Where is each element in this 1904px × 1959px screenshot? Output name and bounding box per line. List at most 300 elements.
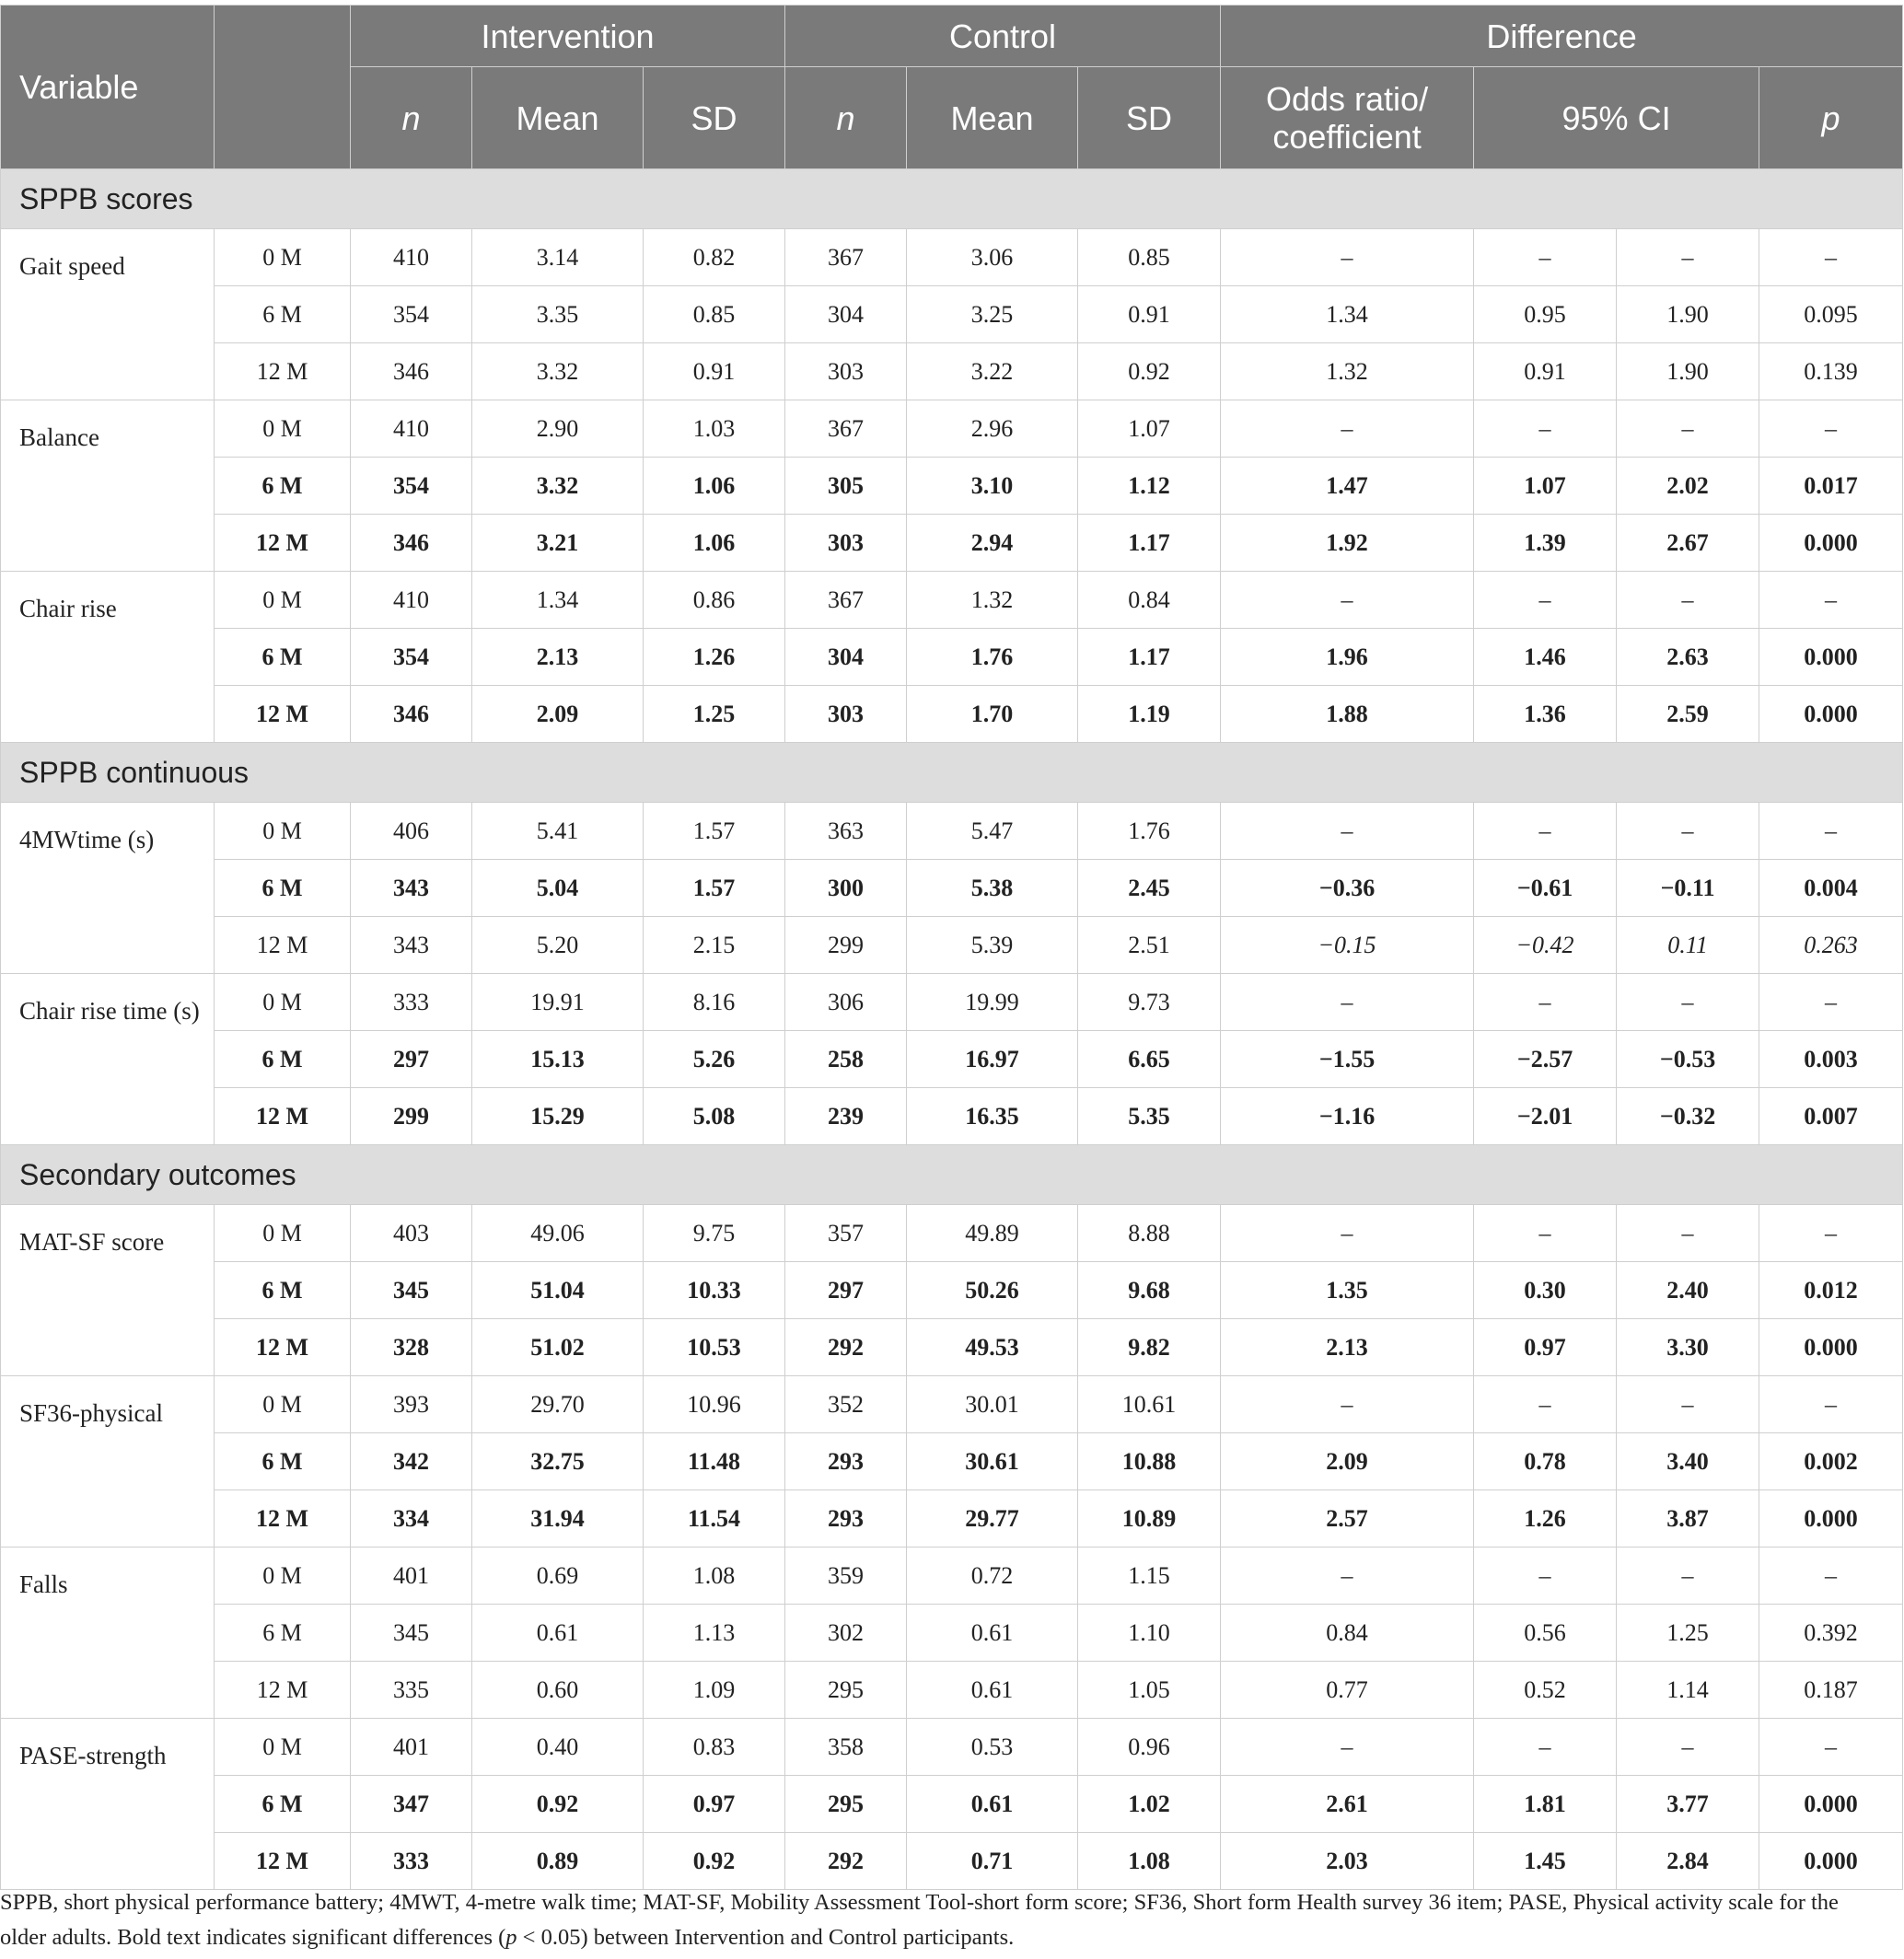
ci-lower-cell: −2.57: [1474, 1031, 1617, 1088]
p-value-cell: 0.000: [1759, 1776, 1903, 1833]
int-sd-cell: 9.75: [644, 1205, 785, 1262]
ci-lower-cell: –: [1474, 572, 1617, 629]
odds-ratio-cell: 0.84: [1221, 1605, 1474, 1662]
ci-lower-cell: 1.45: [1474, 1833, 1617, 1890]
ctl-n-cell: 293: [785, 1433, 907, 1490]
ctl-n-cell: 302: [785, 1605, 907, 1662]
table-row: [1, 1547, 1903, 1605]
int-sd-cell: 0.97: [644, 1776, 785, 1833]
ctl-sd-cell: 9.73: [1078, 974, 1221, 1031]
ctl-sd-cell: 5.35: [1078, 1088, 1221, 1145]
int-mean-cell: 32.75: [472, 1433, 644, 1490]
ci-lower-cell: –: [1474, 400, 1617, 458]
ci-lower-cell: 1.81: [1474, 1776, 1617, 1833]
table-row: [1, 1319, 1903, 1376]
p-value-cell: 0.000: [1759, 1833, 1903, 1890]
int-mean-cell: 15.13: [472, 1031, 644, 1088]
ctl-sd-cell: 2.51: [1078, 917, 1221, 974]
int-mean-cell: 5.41: [472, 803, 644, 860]
ci-upper-cell: 2.67: [1617, 515, 1759, 572]
table-row: [1, 860, 1903, 917]
table-row: [1, 343, 1903, 400]
ci-lower-cell: 1.26: [1474, 1490, 1617, 1547]
ctl-n-cell: 367: [785, 572, 907, 629]
odds-ratio-cell: −1.55: [1221, 1031, 1474, 1088]
table-row: [1, 803, 1903, 860]
int-n-cell: 335: [351, 1662, 472, 1719]
odds-ratio-cell: –: [1221, 974, 1474, 1031]
ctl-n-cell: 304: [785, 286, 907, 343]
table-row: [1, 1376, 1903, 1433]
table-row: [1, 286, 1903, 343]
table-row: [1, 1433, 1903, 1490]
ctl-sd-cell: 10.89: [1078, 1490, 1221, 1547]
timepoint-cell: 6 M: [215, 629, 351, 686]
table-row: [1, 1031, 1903, 1088]
p-value-cell: –: [1759, 572, 1903, 629]
results-table: [0, 5, 1903, 1890]
int-sd-cell: 0.91: [644, 343, 785, 400]
int-mean-cell: 0.69: [472, 1547, 644, 1605]
odds-ratio-cell: 1.92: [1221, 515, 1474, 572]
ctl-n-cell: 292: [785, 1833, 907, 1890]
ctl-mean-cell: 0.71: [907, 1833, 1078, 1890]
ctl-n-cell: 295: [785, 1662, 907, 1719]
p-value-cell: 0.392: [1759, 1605, 1903, 1662]
p-value-cell: 0.187: [1759, 1662, 1903, 1719]
ci-upper-cell: 1.25: [1617, 1605, 1759, 1662]
ctl-sd-cell: 0.92: [1078, 343, 1221, 400]
odds-ratio-cell: 1.88: [1221, 686, 1474, 743]
ctl-sd-cell: 1.17: [1078, 629, 1221, 686]
int-sd-cell: 1.13: [644, 1605, 785, 1662]
ctl-sd-cell: 10.88: [1078, 1433, 1221, 1490]
ctl-n-cell: 239: [785, 1088, 907, 1145]
int-sd-cell: 1.57: [644, 860, 785, 917]
int-sd-cell: 0.86: [644, 572, 785, 629]
table-row: [1, 1205, 1903, 1262]
timepoint-cell: 0 M: [215, 400, 351, 458]
int-n-cell: 346: [351, 686, 472, 743]
ctl-sd-cell: 1.08: [1078, 1833, 1221, 1890]
ci-lower-cell: 1.39: [1474, 515, 1617, 572]
int-n-cell: 343: [351, 917, 472, 974]
ctl-n-cell: 303: [785, 515, 907, 572]
variable-name: Chair rise time (s): [1, 974, 215, 1145]
ctl-sd-cell: 0.96: [1078, 1719, 1221, 1776]
table-row: [1, 229, 1903, 286]
odds-ratio-cell: –: [1221, 1205, 1474, 1262]
ctl-mean-cell: 0.53: [907, 1719, 1078, 1776]
ctl-sd-cell: 6.65: [1078, 1031, 1221, 1088]
variable-name: 4MWtime (s): [1, 803, 215, 974]
timepoint-cell: 0 M: [215, 1205, 351, 1262]
ctl-mean-cell: 2.96: [907, 400, 1078, 458]
table-footnote: [0, 1885, 1878, 1955]
timepoint-cell: 0 M: [215, 1547, 351, 1605]
ctl-sd-cell: 1.07: [1078, 400, 1221, 458]
table-row: [1, 1262, 1903, 1319]
odds-ratio-cell: –: [1221, 1376, 1474, 1433]
int-mean-cell: 3.21: [472, 515, 644, 572]
ctl-mean-cell: 1.70: [907, 686, 1078, 743]
ci-upper-cell: –: [1617, 229, 1759, 286]
ci-lower-cell: 0.52: [1474, 1662, 1617, 1719]
int-n-cell: 410: [351, 572, 472, 629]
table-row: [1, 1088, 1903, 1145]
ci-upper-cell: –: [1617, 1547, 1759, 1605]
p-value-cell: 0.000: [1759, 1490, 1903, 1547]
int-mean-cell: 2.90: [472, 400, 644, 458]
ci-lower-cell: –: [1474, 1719, 1617, 1776]
p-value-cell: –: [1759, 1376, 1903, 1433]
int-n-cell: 406: [351, 803, 472, 860]
timepoint-cell: 6 M: [215, 1031, 351, 1088]
timepoint-cell: 12 M: [215, 1833, 351, 1890]
ctl-mean-cell: 0.61: [907, 1605, 1078, 1662]
ctl-sd-cell: 0.84: [1078, 572, 1221, 629]
ci-upper-cell: 3.77: [1617, 1776, 1759, 1833]
int-sd-cell: 11.54: [644, 1490, 785, 1547]
variable-name: Balance: [1, 400, 215, 572]
int-n-cell: 346: [351, 515, 472, 572]
ci-lower-cell: –: [1474, 1547, 1617, 1605]
table-row: [1, 1776, 1903, 1833]
ci-lower-cell: 0.30: [1474, 1262, 1617, 1319]
table-row: [1, 515, 1903, 572]
int-mean-cell: 0.60: [472, 1662, 644, 1719]
ci-lower-cell: 1.36: [1474, 686, 1617, 743]
int-n-cell: 354: [351, 629, 472, 686]
odds-ratio-cell: −0.15: [1221, 917, 1474, 974]
ctl-n-cell: 357: [785, 1205, 907, 1262]
ci-lower-cell: 0.97: [1474, 1319, 1617, 1376]
int-sd-cell: 1.06: [644, 458, 785, 515]
int-sd-cell: 1.26: [644, 629, 785, 686]
int-mean-cell: 5.04: [472, 860, 644, 917]
timepoint-cell: 12 M: [215, 515, 351, 572]
ctl-mean-cell: 1.76: [907, 629, 1078, 686]
footnote-text-1: SPPB, short physical performance battery; 4MWT, 4-metre walk time; MAT-SF, Mobility Assessment Tool-short form score; SF36, Short form Health survey 36 item; PASE, Physical activity scale for the older adults. Bold text indicates significant differences (: [0, 1890, 1839, 1950]
ctl-mean-cell: 30.01: [907, 1376, 1078, 1433]
int-n-cell: 345: [351, 1262, 472, 1319]
ctl-n-cell: 299: [785, 917, 907, 974]
odds-ratio-cell: –: [1221, 400, 1474, 458]
p-value-cell: 0.017: [1759, 458, 1903, 515]
p-value-cell: –: [1759, 974, 1903, 1031]
timepoint-cell: 12 M: [215, 686, 351, 743]
int-n-cell: 393: [351, 1376, 472, 1433]
ctl-mean-cell: 0.61: [907, 1776, 1078, 1833]
int-n-cell: 328: [351, 1319, 472, 1376]
ctl-mean-cell: 3.10: [907, 458, 1078, 515]
p-value-cell: 0.000: [1759, 1319, 1903, 1376]
table-row: [1, 686, 1903, 743]
ci-upper-cell: 0.11: [1617, 917, 1759, 974]
ctl-mean-cell: 30.61: [907, 1433, 1078, 1490]
table-row: [1, 1833, 1903, 1890]
odds-ratio-cell: 2.13: [1221, 1319, 1474, 1376]
timepoint-cell: 6 M: [215, 286, 351, 343]
int-n-cell: 410: [351, 229, 472, 286]
int-n-cell: 343: [351, 860, 472, 917]
int-mean-cell: 0.92: [472, 1776, 644, 1833]
p-value-cell: –: [1759, 229, 1903, 286]
ci-upper-cell: 3.87: [1617, 1490, 1759, 1547]
ctl-n-cell: 300: [785, 860, 907, 917]
ctl-n-cell: 359: [785, 1547, 907, 1605]
ci-upper-cell: 2.63: [1617, 629, 1759, 686]
table-row: [1, 974, 1903, 1031]
ci-lower-cell: −2.01: [1474, 1088, 1617, 1145]
ci-upper-cell: −0.11: [1617, 860, 1759, 917]
header-variable: Variable: [1, 6, 215, 169]
ctl-mean-cell: 5.38: [907, 860, 1078, 917]
odds-ratio-cell: 1.47: [1221, 458, 1474, 515]
ctl-sd-cell: 1.17: [1078, 515, 1221, 572]
odds-ratio-cell: 1.34: [1221, 286, 1474, 343]
p-value-cell: 0.263: [1759, 917, 1903, 974]
timepoint-cell: 12 M: [215, 1088, 351, 1145]
ctl-sd-cell: 10.61: [1078, 1376, 1221, 1433]
int-sd-cell: 11.48: [644, 1433, 785, 1490]
ctl-n-cell: 367: [785, 400, 907, 458]
table-row: [1, 1662, 1903, 1719]
p-value-cell: –: [1759, 1205, 1903, 1262]
odds-ratio-cell: 2.09: [1221, 1433, 1474, 1490]
p-value-cell: 0.000: [1759, 515, 1903, 572]
p-value-cell: 0.000: [1759, 629, 1903, 686]
table-row: [1, 1719, 1903, 1776]
timepoint-cell: 0 M: [215, 803, 351, 860]
ci-lower-cell: 0.78: [1474, 1433, 1617, 1490]
int-mean-cell: 5.20: [472, 917, 644, 974]
ctl-sd-cell: 1.76: [1078, 803, 1221, 860]
int-mean-cell: 19.91: [472, 974, 644, 1031]
ctl-sd-cell: 1.19: [1078, 686, 1221, 743]
variable-name: MAT-SF score: [1, 1205, 215, 1376]
ctl-mean-cell: 0.61: [907, 1662, 1078, 1719]
int-n-cell: 334: [351, 1490, 472, 1547]
header-intervention: Intervention: [351, 6, 785, 67]
int-sd-cell: 5.08: [644, 1088, 785, 1145]
ctl-n-cell: 304: [785, 629, 907, 686]
ci-upper-cell: 2.59: [1617, 686, 1759, 743]
header-ci: 95% CI: [1474, 67, 1759, 169]
odds-ratio-cell: 1.32: [1221, 343, 1474, 400]
int-sd-cell: 10.33: [644, 1262, 785, 1319]
footnote-text-2: < 0.05) between Intervention and Control participants.: [517, 1925, 1015, 1950]
table-row: [1, 1605, 1903, 1662]
int-mean-cell: 3.14: [472, 229, 644, 286]
int-sd-cell: 1.08: [644, 1547, 785, 1605]
odds-ratio-cell: 2.57: [1221, 1490, 1474, 1547]
table-row: [1, 917, 1903, 974]
ci-lower-cell: 1.07: [1474, 458, 1617, 515]
p-value-cell: 0.004: [1759, 860, 1903, 917]
timepoint-cell: 6 M: [215, 1262, 351, 1319]
ci-upper-cell: 2.84: [1617, 1833, 1759, 1890]
int-mean-cell: 49.06: [472, 1205, 644, 1262]
timepoint-cell: 6 M: [215, 1605, 351, 1662]
ctl-n-cell: 352: [785, 1376, 907, 1433]
table-header: [1, 6, 1903, 169]
p-value-cell: –: [1759, 1547, 1903, 1605]
ctl-sd-cell: 9.68: [1078, 1262, 1221, 1319]
ctl-n-cell: 303: [785, 343, 907, 400]
int-sd-cell: 8.16: [644, 974, 785, 1031]
int-mean-cell: 31.94: [472, 1490, 644, 1547]
int-sd-cell: 1.57: [644, 803, 785, 860]
int-n-cell: 299: [351, 1088, 472, 1145]
int-n-cell: 342: [351, 1433, 472, 1490]
ci-lower-cell: –: [1474, 1376, 1617, 1433]
ctl-mean-cell: 2.94: [907, 515, 1078, 572]
p-value-cell: 0.012: [1759, 1262, 1903, 1319]
ci-lower-cell: −0.42: [1474, 917, 1617, 974]
ctl-sd-cell: 1.10: [1078, 1605, 1221, 1662]
ctl-sd-cell: 1.02: [1078, 1776, 1221, 1833]
timepoint-cell: 6 M: [215, 1776, 351, 1833]
ctl-sd-cell: 8.88: [1078, 1205, 1221, 1262]
int-n-cell: 347: [351, 1776, 472, 1833]
section-row: [1, 743, 1903, 803]
ctl-n-cell: 305: [785, 458, 907, 515]
int-mean-cell: 3.35: [472, 286, 644, 343]
ctl-n-cell: 303: [785, 686, 907, 743]
ctl-mean-cell: 5.47: [907, 803, 1078, 860]
ctl-sd-cell: 9.82: [1078, 1319, 1221, 1376]
odds-ratio-cell: 2.03: [1221, 1833, 1474, 1890]
int-mean-cell: 2.09: [472, 686, 644, 743]
ctl-n-cell: 358: [785, 1719, 907, 1776]
table-row: [1, 629, 1903, 686]
ci-upper-cell: –: [1617, 1205, 1759, 1262]
variable-name: Gait speed: [1, 229, 215, 400]
p-value-cell: –: [1759, 400, 1903, 458]
ci-upper-cell: –: [1617, 572, 1759, 629]
odds-ratio-cell: −0.36: [1221, 860, 1474, 917]
ctl-mean-cell: 5.39: [907, 917, 1078, 974]
int-mean-cell: 29.70: [472, 1376, 644, 1433]
int-sd-cell: 2.15: [644, 917, 785, 974]
ctl-mean-cell: 29.77: [907, 1490, 1078, 1547]
int-mean-cell: 0.61: [472, 1605, 644, 1662]
ci-upper-cell: –: [1617, 803, 1759, 860]
int-n-cell: 346: [351, 343, 472, 400]
int-sd-cell: 10.96: [644, 1376, 785, 1433]
timepoint-cell: 0 M: [215, 1719, 351, 1776]
odds-ratio-cell: –: [1221, 572, 1474, 629]
ci-lower-cell: –: [1474, 803, 1617, 860]
odds-ratio-cell: –: [1221, 1547, 1474, 1605]
ci-lower-cell: 1.46: [1474, 629, 1617, 686]
int-mean-cell: 2.13: [472, 629, 644, 686]
odds-ratio-cell: 1.96: [1221, 629, 1474, 686]
int-n-cell: 354: [351, 458, 472, 515]
ctl-n-cell: 367: [785, 229, 907, 286]
int-sd-cell: 0.85: [644, 286, 785, 343]
variable-name: Chair rise: [1, 572, 215, 743]
timepoint-cell: 12 M: [215, 1662, 351, 1719]
header-ctl-sd: SD: [1078, 67, 1221, 169]
ctl-sd-cell: 1.15: [1078, 1547, 1221, 1605]
variable-name: Falls: [1, 1547, 215, 1719]
ci-lower-cell: 0.95: [1474, 286, 1617, 343]
timepoint-cell: 12 M: [215, 343, 351, 400]
ci-upper-cell: 2.40: [1617, 1262, 1759, 1319]
header-control: Control: [785, 6, 1221, 67]
int-mean-cell: 15.29: [472, 1088, 644, 1145]
section-row: [1, 169, 1903, 229]
int-n-cell: 333: [351, 1833, 472, 1890]
header-ctl-n: n: [785, 67, 907, 169]
ci-upper-cell: –: [1617, 400, 1759, 458]
int-mean-cell: 51.02: [472, 1319, 644, 1376]
ctl-mean-cell: 0.72: [907, 1547, 1078, 1605]
odds-ratio-cell: –: [1221, 1719, 1474, 1776]
ci-upper-cell: –: [1617, 1376, 1759, 1433]
ci-upper-cell: 1.14: [1617, 1662, 1759, 1719]
timepoint-cell: 12 M: [215, 917, 351, 974]
section-title: Secondary outcomes: [1, 1145, 1903, 1205]
header-timepoint: [215, 6, 351, 169]
ctl-sd-cell: 1.05: [1078, 1662, 1221, 1719]
ci-upper-cell: 1.90: [1617, 343, 1759, 400]
int-n-cell: 401: [351, 1719, 472, 1776]
int-n-cell: 410: [351, 400, 472, 458]
int-mean-cell: 3.32: [472, 343, 644, 400]
timepoint-cell: 12 M: [215, 1490, 351, 1547]
header-int-mean: Mean: [472, 67, 644, 169]
ci-upper-cell: –: [1617, 1719, 1759, 1776]
ci-lower-cell: 0.91: [1474, 343, 1617, 400]
int-sd-cell: 0.92: [644, 1833, 785, 1890]
ci-lower-cell: –: [1474, 229, 1617, 286]
int-mean-cell: 0.40: [472, 1719, 644, 1776]
odds-ratio-cell: −1.16: [1221, 1088, 1474, 1145]
ctl-n-cell: 363: [785, 803, 907, 860]
variable-name: SF36-physical: [1, 1376, 215, 1547]
ctl-n-cell: 292: [785, 1319, 907, 1376]
int-n-cell: 297: [351, 1031, 472, 1088]
ctl-n-cell: 306: [785, 974, 907, 1031]
ctl-mean-cell: 3.06: [907, 229, 1078, 286]
timepoint-cell: 6 M: [215, 860, 351, 917]
ci-upper-cell: –: [1617, 974, 1759, 1031]
section-title: SPPB continuous: [1, 743, 1903, 803]
int-mean-cell: 0.89: [472, 1833, 644, 1890]
timepoint-cell: 6 M: [215, 458, 351, 515]
p-value-cell: 0.095: [1759, 286, 1903, 343]
ctl-mean-cell: 1.32: [907, 572, 1078, 629]
ci-upper-cell: 3.30: [1617, 1319, 1759, 1376]
ctl-mean-cell: 16.35: [907, 1088, 1078, 1145]
ctl-sd-cell: 0.91: [1078, 286, 1221, 343]
odds-ratio-cell: 2.61: [1221, 1776, 1474, 1833]
ctl-mean-cell: 3.25: [907, 286, 1078, 343]
ctl-sd-cell: 1.12: [1078, 458, 1221, 515]
ci-lower-cell: 0.56: [1474, 1605, 1617, 1662]
int-n-cell: 401: [351, 1547, 472, 1605]
table-row: [1, 458, 1903, 515]
ctl-mean-cell: 3.22: [907, 343, 1078, 400]
int-sd-cell: 0.83: [644, 1719, 785, 1776]
ctl-n-cell: 258: [785, 1031, 907, 1088]
ci-upper-cell: 1.90: [1617, 286, 1759, 343]
variable-name: PASE-strength: [1, 1719, 215, 1890]
header-int-n: n: [351, 67, 472, 169]
